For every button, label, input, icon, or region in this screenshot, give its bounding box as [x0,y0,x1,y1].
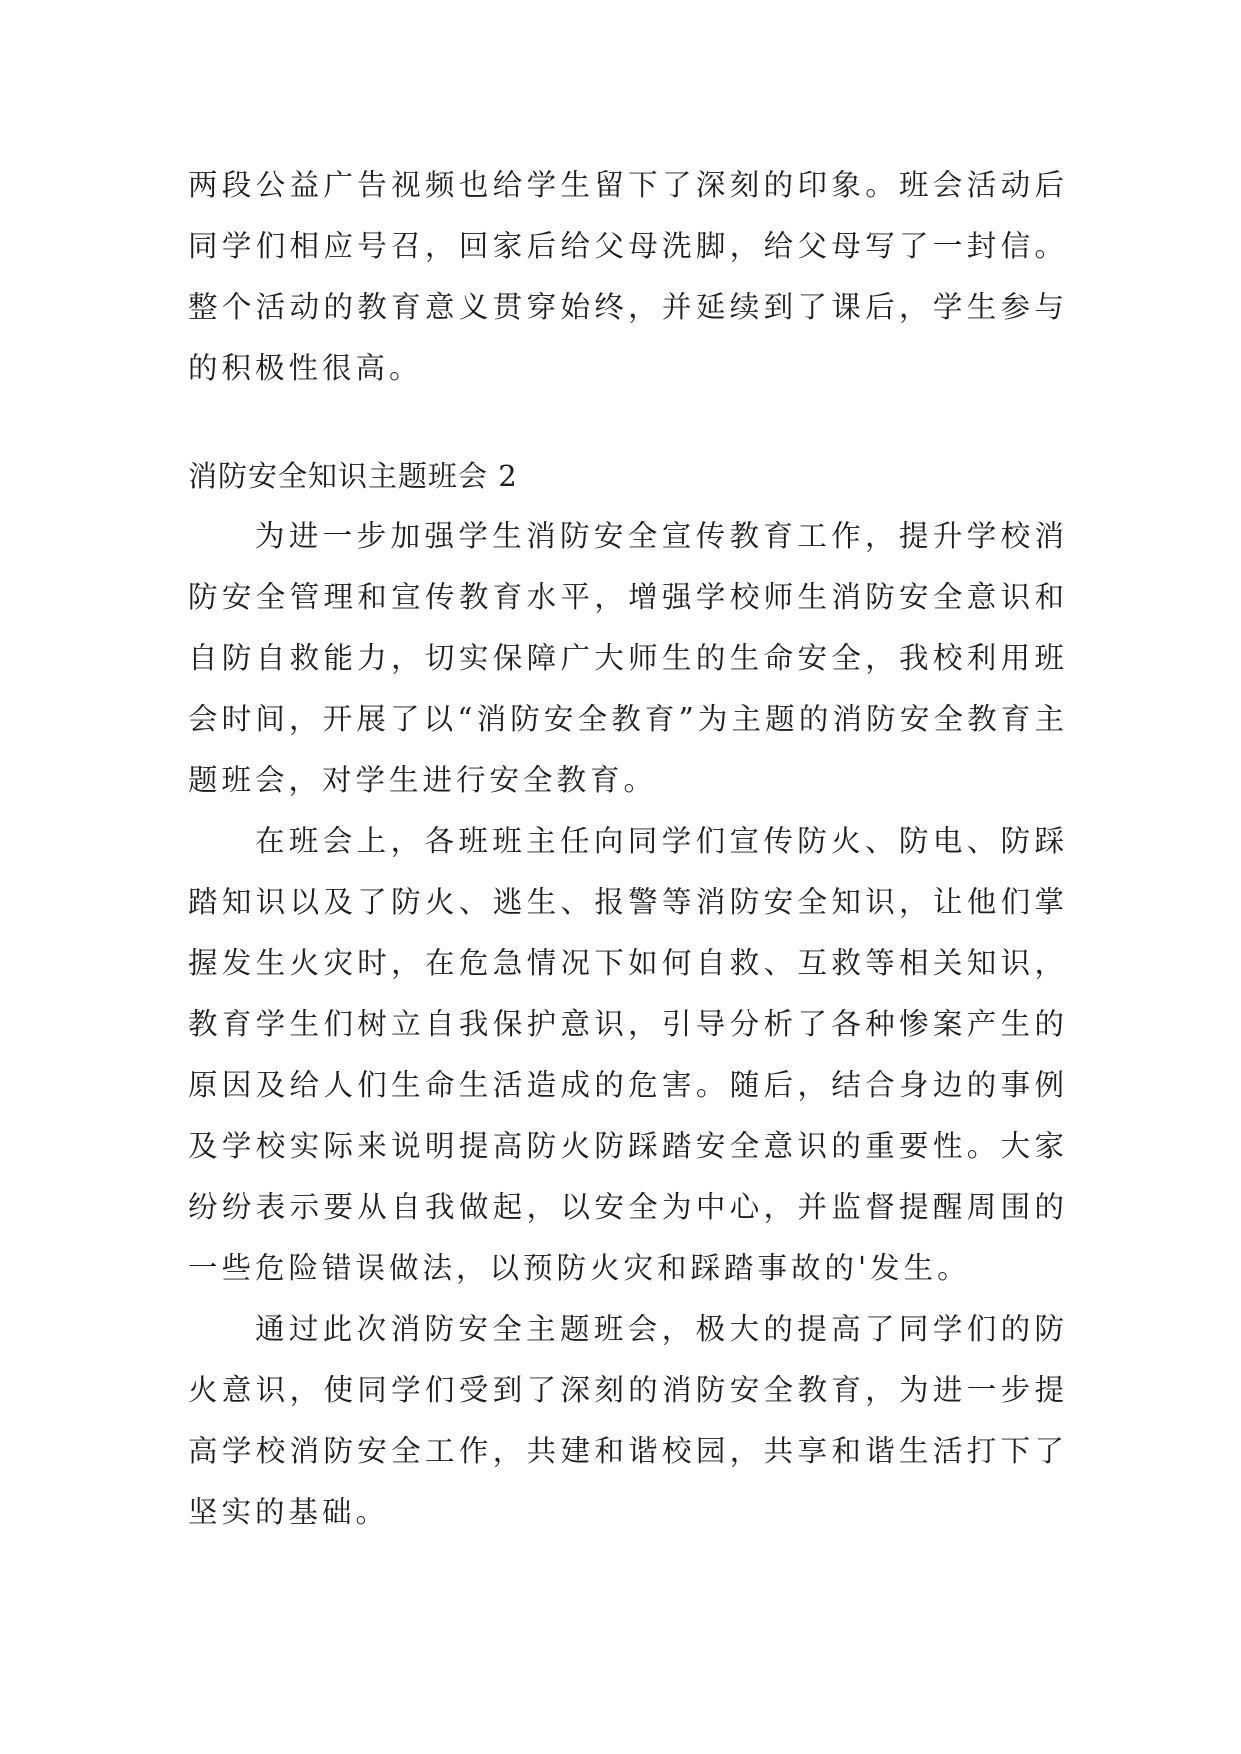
paragraph-class-meeting: 在班会上，各班班主任向同学们宣传防火、防电、防踩踏知识以及了防火、逃生、报警等消防安全知识，让他们掌握发生火灾时，在危急情况下如何自救、互救等相关知识，教育学生们树立自我保护意识，引导分析了各种惨案产生的原因及给人们生命生活造成的危害。随后，结合身边的事例及学校实际来说明提高防火防踩踏安全意识的重要性。大家纷纷表示要从自我做起，以安全为中心，并监督提醒周围的一些危险错误做法，以预防火灾和踩踏事故的'发生。 [188,824,1068,1285]
section-title: 消防安全知识主题班会 2 [188,459,518,493]
body-paragraphs [188,506,1068,1543]
continued-paragraph: 两段公益广告视频也给学生留下了深刻的印象。班会活动后同学们相应号召，回家后给父母洗脚，给父母写了一封信。整个活动的教育意义贯穿始终，并延续到了课后，学生参与的积极性很高。 [188,168,1068,385]
paragraph-intro: 为进一步加强学生消防安全宣传教育工作，提升学校消防安全管理和宣传教育水平，增强学校师生消防安全意识和自防自救能力，切实保障广大师生的生命安全，我校利用班会时间，开展了以“消防安全教育”为主题的消防安全教育主题班会，对学生进行安全教育。 [188,519,1068,797]
continued-paragraph-block [188,155,1068,399]
paragraph-conclusion: 通过此次消防安全主题班会，极大的提高了同学们的防火意识，使同学们受到了深刻的消防安全教育，为进一步提高学校消防安全工作，共建和谐校园，共享和谐生活打下了坚实的基础。 [188,1312,1068,1529]
